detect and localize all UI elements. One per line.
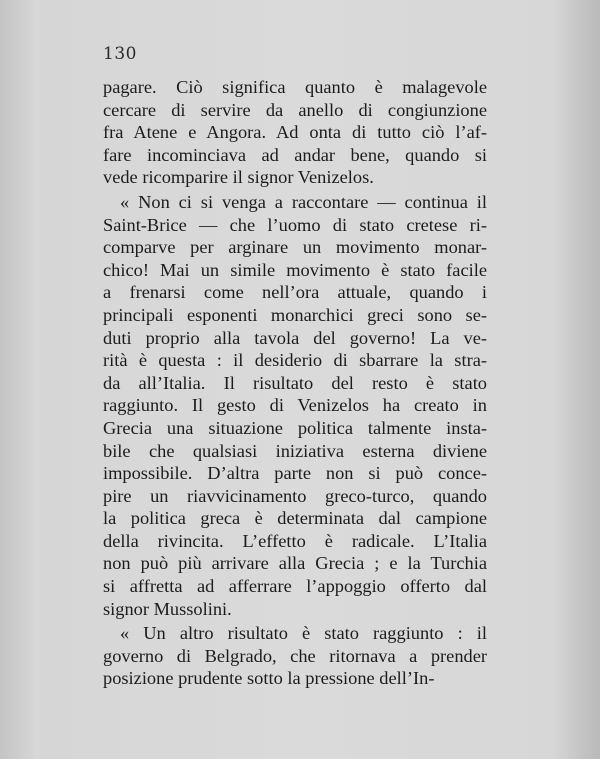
text-line: la politica greca è determinata dal campione — [103, 508, 487, 529]
text-line: principali esponenti monarchici greci sono se- — [103, 304, 487, 325]
text-line: « Un altro risultato è stato raggiunto : il — [120, 623, 487, 644]
text-line: posizione prudente sotto la pressione dell’In- — [103, 668, 435, 689]
text-line: Saint-Brice — che l’uomo di stato cretese ri- — [103, 214, 487, 235]
text-line: comparve per arginare un movimento monar- — [103, 237, 487, 258]
text-line: duti proprio alla tavola del governo! La ve- — [103, 327, 487, 348]
text-line: Grecia una situazione politica talmente insta- — [103, 417, 487, 438]
text-line: non può più arrivare alla Grecia ; e la Turchia — [103, 553, 487, 574]
paragraph — [103, 76, 487, 189]
text-line: si affretta ad afferrare l’appoggio offerto dal — [103, 576, 487, 597]
text-line: raggiunto. Il gesto di Venizelos ha creato in — [103, 395, 487, 416]
text-line: a frenarsi come nell’ora attuale, quando i — [103, 282, 487, 303]
body-text — [103, 76, 487, 690]
text-line: fare incominciava ad andar bene, quando si — [103, 144, 487, 165]
page-number: 130 — [103, 44, 137, 64]
text-line: vede ricomparire il signor Venizelos. — [103, 167, 374, 188]
text-line: rità è questa : il desiderio di sbarrare la stra- — [103, 350, 487, 371]
text-line: fra Atene e Angora. Ad onta di tutto ciò l’af- — [103, 122, 487, 143]
paragraph — [103, 622, 487, 690]
text-line: pagare. Ciò significa quanto è malagevole — [103, 77, 487, 97]
text-line: governo di Belgrado, che ritornava a prender — [103, 645, 487, 666]
text-line: signor Mussolini. — [103, 598, 232, 619]
paragraph — [103, 191, 487, 620]
text-line: cercare di servire da anello di congiunzione — [103, 99, 487, 120]
text-line: della rivincita. L’effetto è radicale. L’Italia — [103, 530, 487, 551]
text-line: pire un riavvicinamento greco-turco, quando — [103, 485, 487, 506]
text-line: « Non ci si venga a raccontare — continua il — [120, 191, 487, 212]
text-line: bile che qualsiasi iniziativa esterna diviene — [103, 440, 487, 461]
text-line: da all’Italia. Il risultato del resto è stato — [103, 372, 487, 393]
text-line: impossibile. D’altra parte non si può conce- — [103, 463, 487, 484]
text-line: chico! Mai un simile movimento è stato facile — [103, 259, 487, 280]
